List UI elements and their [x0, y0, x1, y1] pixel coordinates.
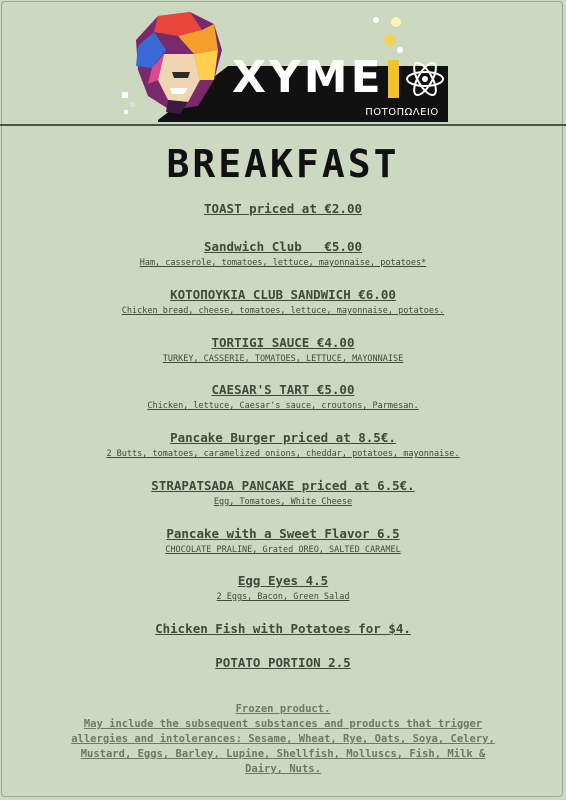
menu-item — [0, 382, 566, 412]
menu-item-name: ΚΟΤΟΠΟΥΚΙΑ CLUB SANDWICH €6.00 — [170, 287, 396, 302]
brand-subtitle: ΠΟΤΟΠΩΛΕΙΟ — [360, 106, 444, 120]
menu-item — [0, 573, 566, 603]
menu-item-description: CHOCOLATE PRALINE, Grated OREO, SALTED CARAMEL — [165, 545, 401, 555]
menu-item-name: POTATO PORTION 2.5 — [215, 655, 351, 670]
menu-item-description: 2 Butts, tomatoes, caramelized onions, cheddar, potatoes, mayonnaise. — [106, 449, 460, 459]
allergen-notice-line: Dairy, Nuts. — [245, 763, 321, 775]
allergen-notice — [40, 702, 526, 777]
menu-item-description: 2 Eggs, Bacon, Green Salad — [216, 592, 350, 602]
brand-name: XYME — [232, 52, 384, 103]
allergen-notice-line: Frozen product. — [235, 703, 331, 715]
menu-item-name: TORTIGI SAUCE €4.00 — [211, 335, 355, 350]
menu-item — [0, 621, 566, 637]
menu-item-name: Pancake Burger priced at 8.5€. — [170, 430, 396, 445]
menu-item-name: Sandwich Club €5.00 — [203, 239, 363, 254]
menu-item-description: Chicken bread, cheese, tomatoes, lettuce, mayonnaise, potatoes. — [121, 306, 445, 316]
menu-item — [0, 655, 566, 671]
allergen-notice-line: May include the subsequent substances and products that trigger — [83, 718, 483, 730]
menu-item — [0, 335, 566, 365]
allergen-notice-line: allergies and intolerances: Sesame, Wheat, Rye, Oats, Soya, Celery, — [71, 733, 495, 745]
menu-item-name: TOAST priced at €2.00 — [203, 201, 363, 216]
menu-item — [0, 287, 566, 317]
menu-item-name: Chicken Fish with Potatoes for $4. — [155, 621, 411, 636]
menu-item — [0, 239, 566, 269]
menu-item-name: Egg Eyes 4.5 — [237, 573, 329, 588]
menu-item — [0, 430, 566, 460]
page-title: BREAKFAST — [166, 142, 400, 186]
allergen-notice-line: Mustard, Eggs, Barley, Lupine, Shellfish, Molluscs, Fish, Milk & — [80, 748, 486, 760]
brand-accent-bar — [388, 60, 399, 98]
menu-item-description: Chicken, lettuce, Caesar's sauce, croutons, Parmesan. — [147, 401, 419, 411]
menu-item-description: Egg, Tomatoes, White Cheese — [213, 497, 353, 507]
menu-item — [0, 526, 566, 556]
header — [0, 0, 566, 126]
menu-item — [0, 478, 566, 508]
menu-item — [0, 201, 566, 217]
menu-item-name: Pancake with a Sweet Flavor 6.5 — [166, 526, 400, 541]
menu-item-description: Ham, casserole, tomatoes, lettuce, mayonnaise, potatoes* — [139, 258, 427, 268]
atom-icon — [404, 58, 446, 100]
menu-item-name: CAESAR'S TART €5.00 — [211, 382, 355, 397]
menu-item-description: TURKEY, CASSERIE, TOMATOES, LETTUCE, MAYONNAISE — [162, 354, 404, 364]
header-divider — [0, 124, 566, 126]
menu-item-name: STRAPATSADA PANCAKE priced at 6.5€. — [151, 478, 415, 493]
